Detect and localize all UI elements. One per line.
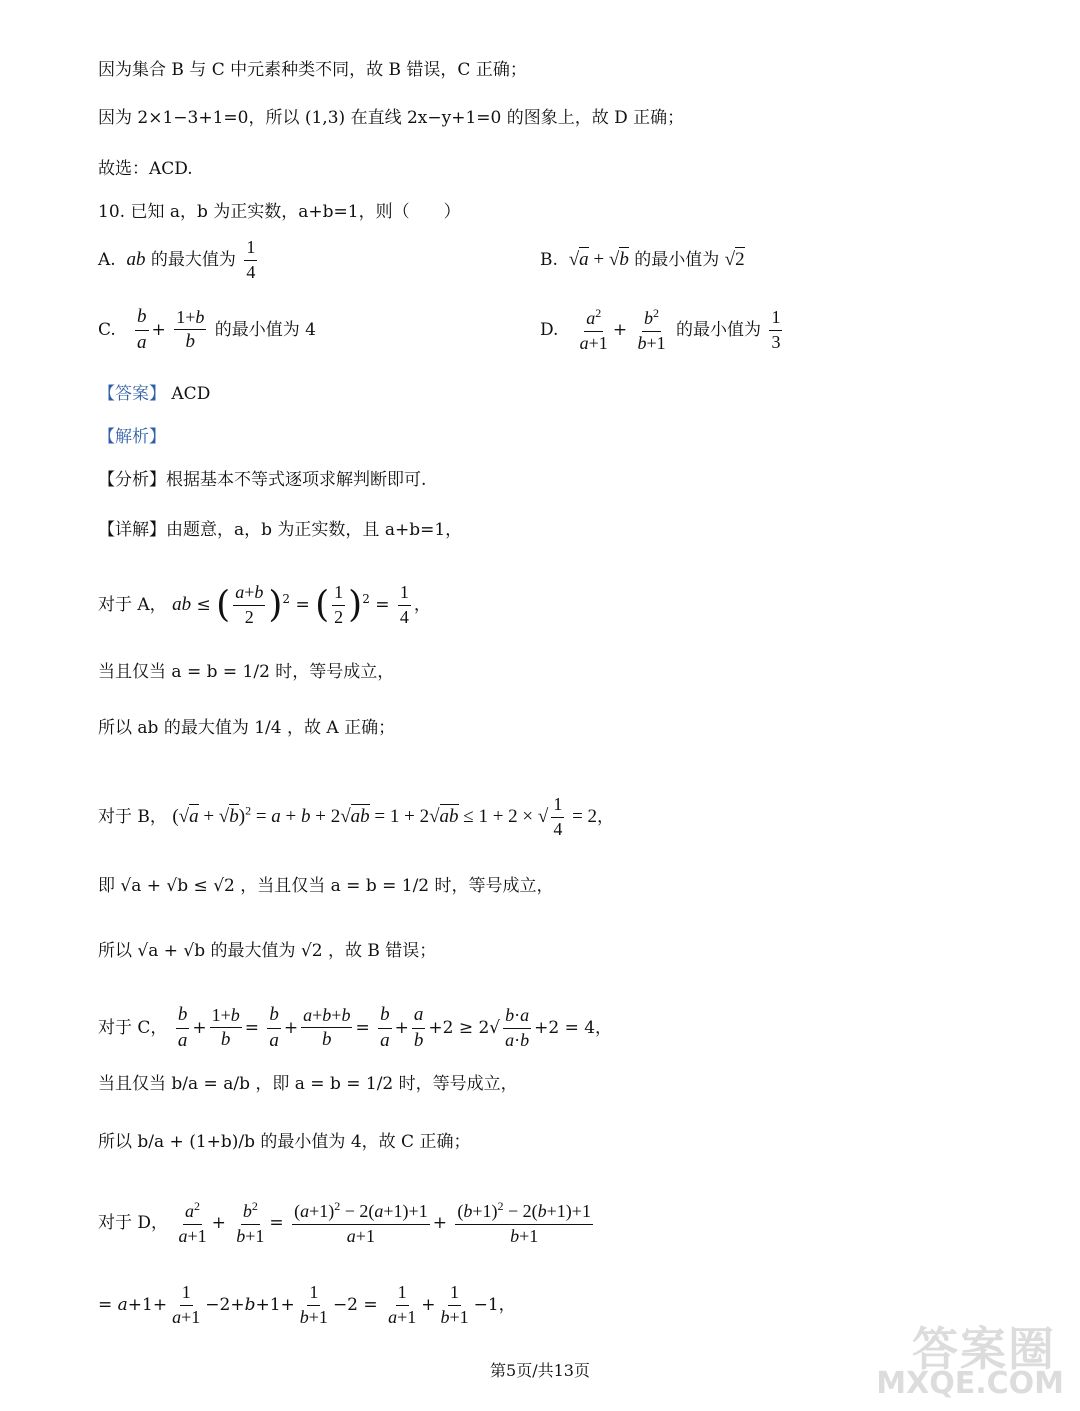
- option-d-text: 的最小值为: [676, 319, 762, 340]
- analysis-tag: 【解析】: [98, 427, 166, 447]
- answer-value: ACD: [171, 384, 211, 404]
- fraction: $\frac{1}{3}$: [771, 307, 781, 352]
- answer-tag: 【答案】: [98, 384, 166, 404]
- analysis-line: 【分析】根据基本不等式逐项求解判断即可.: [98, 470, 427, 490]
- for-b-line: 对于 B， $(√a + √b)^2 = a + b + 2√ab = 1 + 2√ab \le 1 + 2$ × √ $\frac{1}{4}$ = 2，: [98, 794, 615, 839]
- watermark-top: 答案圈: [912, 1322, 1056, 1376]
- when-a-line: 当且仅当 a = b = 1/2 时，等号成立，: [98, 662, 395, 682]
- text-line-3: 故选：ACD.: [98, 159, 193, 179]
- text-line-2: 因为 2×1−3+1=0，所以 (1,3) 在直线 2x−y+1=0 的图象上，故 D 正确；: [98, 108, 685, 128]
- for-c-line: 对于 C， $\frac{b}{a}$ + $\frac{1+b}{b}$ = $\frac{b}{a}$ + $\frac{a+b+b}{b}$ = $\frac{b}{a}$ + $\frac{a}{b}$ +2 ≥ 2√ $\frac{b\cdot a}{a\cdot b}$ +2 = 4，: [98, 1004, 613, 1051]
- fraction: $\frac{1+b}{b}$: [176, 306, 205, 353]
- for-c-label: 对于 C，: [98, 1017, 168, 1038]
- option-b: B. √a + √b 的最小值为 √2: [540, 249, 745, 270]
- for-d-line: 对于 D， $\frac{a^2}{a+1}$ + $\frac{b^2}{b+1}$ = $\frac{(a+1)^2 - 2(a+1)+1}{a+1}$ + $\frac{(b+1)^2 - 2(b+1)+1}{b+1}$: [98, 1199, 591, 1246]
- fraction: $\frac{b}{a}$: [137, 306, 147, 353]
- option-d: D. $\frac{a^2}{a+1}$ + $\frac{b^2}{b+1}$ 的最小值为 $\frac{1}{3}$: [540, 306, 781, 353]
- option-a-text: 的最大值为: [150, 249, 236, 270]
- option-b-text: 的最小值为: [634, 250, 720, 270]
- when-c-line: 当且仅当 b/a = a/b ，即 a = b = 1/2 时，等号成立，: [98, 1074, 518, 1094]
- for-b-label: 对于 B，: [98, 806, 167, 827]
- page-footer: 第5页/共13页: [490, 1361, 590, 1380]
- watermark-logo: [874, 1313, 1064, 1403]
- fraction: $\frac{a^2}{a+1}$: [579, 306, 608, 353]
- text-line-1: 因为集合 B 与 C 中元素种类不同，故 B 错误，C 正确；: [98, 60, 527, 80]
- option-c: C. $\frac{b}{a}$ + $\frac{1+b}{b}$ 的最小值为 4: [98, 306, 316, 353]
- option-c-text: 的最小值为 4: [214, 319, 316, 340]
- so-c-line: 所以 b/a + (1+b)/b 的最小值为 4，故 C 正确；: [98, 1132, 471, 1152]
- so-b-line: 所以 √a + √b 的最大值为 √2 ，故 B 错误；: [98, 941, 437, 961]
- d-continued-line: = a+1+ $\frac{1}{a+1}$ −2+b+1+ $\frac{1}{b+1}$ −2 = $\frac{1}{a+1}$ + $\frac{1}{b+1}$ −1，: [98, 1282, 516, 1327]
- question-10: 10. 已知 a，b 为正实数，a+b=1，则（ ）: [98, 202, 461, 222]
- fraction: $\frac{b^2}{b+1}$: [637, 306, 666, 353]
- for-d-label: 对于 D，: [98, 1212, 169, 1233]
- watermark-bottom: MXQE.COM: [876, 1366, 1064, 1401]
- so-a-line: 所以 ab 的最大值为 1/4 ，故 A 正确；: [98, 718, 396, 738]
- for-a-label: 对于 A，: [98, 594, 167, 615]
- for-a-line: 对于 A， ab ≤ ( $\frac{a+b}{2}$ )$^2$ = ( $\frac{1}{2}$ )$^2$ = $\frac{1}{4}$ ，: [98, 582, 431, 627]
- ie-b-line: 即 √a + √b ≤ √2 ，当且仅当 a = b = 1/2 时，等号成立，: [98, 876, 554, 896]
- answer-line: [98, 386, 210, 403]
- detail-line: 【详解】由题意，a，b 为正实数，且 a+b=1，: [98, 520, 463, 540]
- option-a: A. ab 的最大值为 $\frac{1}{4}$: [98, 237, 256, 282]
- fraction: $\frac{1}{4}$: [246, 237, 256, 282]
